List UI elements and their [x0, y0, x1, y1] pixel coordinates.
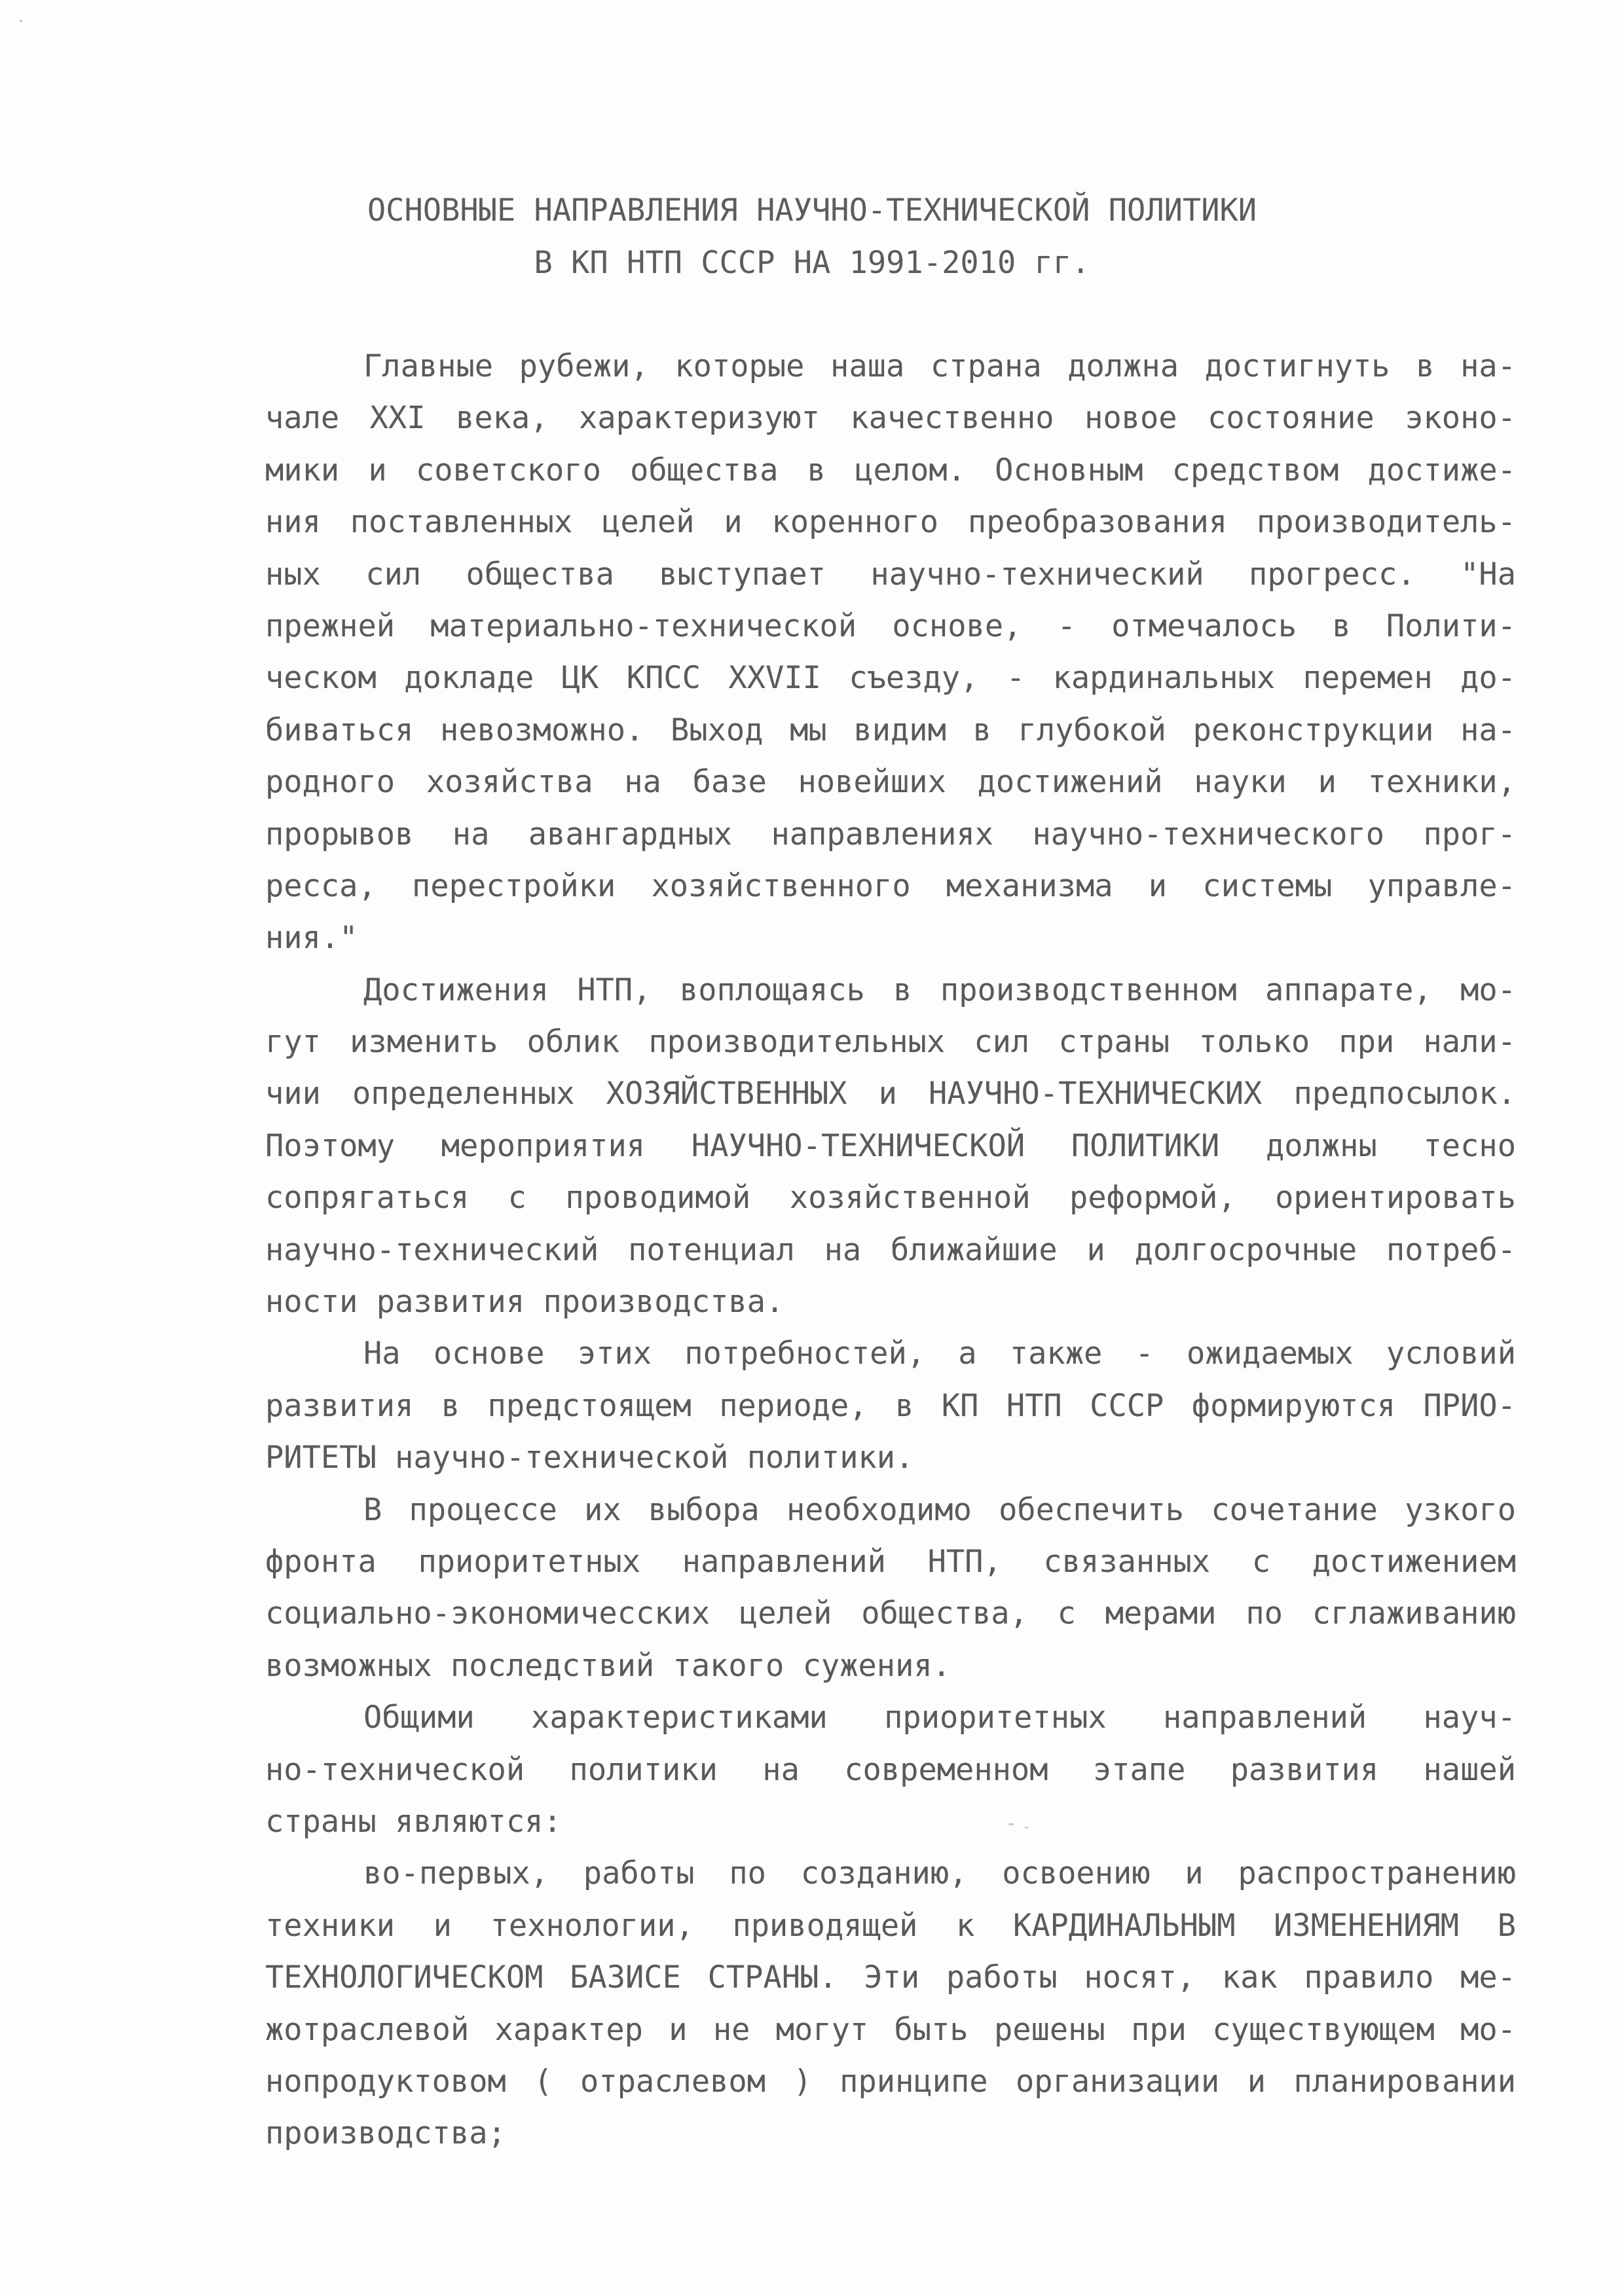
text-line: ния поставленных целей и коренного преобразования производитель-	[265, 504, 1516, 541]
text-line: Достижения НТП, воплощаясь в производственном аппарате, мо-	[363, 972, 1516, 1008]
text-line: ресса, перестройки хозяйственного механизма и системы управле-	[265, 867, 1516, 904]
text-line: научно-технический потенциал на ближайшие и долгосрочные потреб-	[265, 1231, 1516, 1268]
document-body	[265, 340, 1516, 2160]
text-line: сопрягаться с проводимой хозяйственной реформой, ориентировать	[265, 1180, 1516, 1216]
text-line: страны являются:	[265, 1803, 562, 1840]
text-line: РИТЕТЫ научно-технической политики.	[265, 1440, 914, 1476]
text-line: ческом докладе ЦК КПСС XXVII съезду, - кардинальных перемен до-	[265, 660, 1516, 697]
paragraph-4	[265, 1484, 1516, 1692]
text-line: развития в предстоящем периоде, в КП НТП СССР формируются ПРИО-	[265, 1387, 1516, 1424]
text-line: во-первых, работы по созданию, освоению и распространению	[363, 1855, 1516, 1892]
text-line: производства;	[265, 2115, 506, 2152]
scan-speck	[1008, 1823, 1014, 1825]
scan-speck	[1025, 1827, 1028, 1829]
text-line: Поэтому мероприятия НАУЧНО-ТЕХНИЧЕСКОЙ ПОЛИТИКИ должны тесно	[265, 1127, 1516, 1164]
paragraph-1	[265, 340, 1516, 964]
paragraph-2	[265, 964, 1516, 1328]
text-line: техники и технологии, приводящей к КАРДИНАЛЬНЫМ ИЗМЕНЕНИЯМ В	[265, 1907, 1516, 1944]
text-line: гут изменить облик производительных сил страны только при нали-	[265, 1024, 1516, 1061]
paragraph-3	[265, 1328, 1516, 1484]
text-line: но-технической политики на современном этапе развития нашей	[265, 1751, 1516, 1788]
document-title-line-1: ОСНОВНЫЕ НАПРАВЛЕНИЯ НАУЧНО-ТЕХНИЧЕСКОЙ ПОЛИТИКИ	[367, 192, 1257, 228]
paragraph-5	[265, 1692, 1516, 1848]
text-line: биваться невозможно. Выход мы видим в глубокой реконструкции на-	[265, 712, 1516, 748]
text-line: нопродуктовом ( отраслевом ) принципе организации и планировании	[265, 2063, 1516, 2100]
text-line: ния."	[265, 920, 358, 957]
text-line: ных сил общества выступает научно-технический прогресс. "На	[265, 556, 1516, 592]
paragraph-6	[265, 1848, 1516, 2159]
text-line: Главные рубежи, которые наша страна должна достигнуть в на-	[363, 348, 1516, 384]
text-line: родного хозяйства на базе новейших достижений науки и техники,	[265, 764, 1516, 801]
text-line: Общими характеристиками приоритетных направлений науч-	[363, 1700, 1516, 1736]
text-line: На основе этих потребностей, а также - ожидаемых условий	[363, 1336, 1516, 1372]
text-line: мики и советского общества в целом. Основным средством достиже-	[265, 452, 1516, 488]
text-line: фронта приоритетных направлений НТП, связанных с достижением	[265, 1543, 1516, 1580]
text-line: прежней материально-технической основе, - отмечалось в Полити-	[265, 608, 1516, 644]
text-line: социально-экономичесских целей общества, с мерами по сглаживанию	[265, 1595, 1516, 1632]
scan-speck	[20, 20, 22, 22]
text-line: ности развития производства.	[265, 1284, 784, 1321]
text-line: чии определенных ХОЗЯЙСТВЕННЫХ и НАУЧНО-ТЕХНИЧЕСКИХ предпосылок.	[265, 1076, 1516, 1112]
text-line: В процессе их выбора необходимо обеспечить сочетание узкого	[363, 1491, 1516, 1528]
document-title-line-2: В КП НТП СССР НА 1991-2010 гг.	[534, 245, 1090, 281]
text-line: возможных последствий такого сужения.	[265, 1647, 951, 1684]
text-line: прорывов на авангардных направлениях научно-технического прог-	[265, 816, 1516, 852]
text-line: жотраслевой характер и не могут быть решены при существующем мо-	[265, 2011, 1516, 2048]
text-line: чале XXI века, характеризуют качественно новое состояние эконо-	[265, 400, 1516, 437]
text-line: ТЕХНОЛОГИЧЕСКОМ БАЗИСЕ СТРАНЫ. Эти работы носят, как правило ме-	[265, 1959, 1516, 1996]
